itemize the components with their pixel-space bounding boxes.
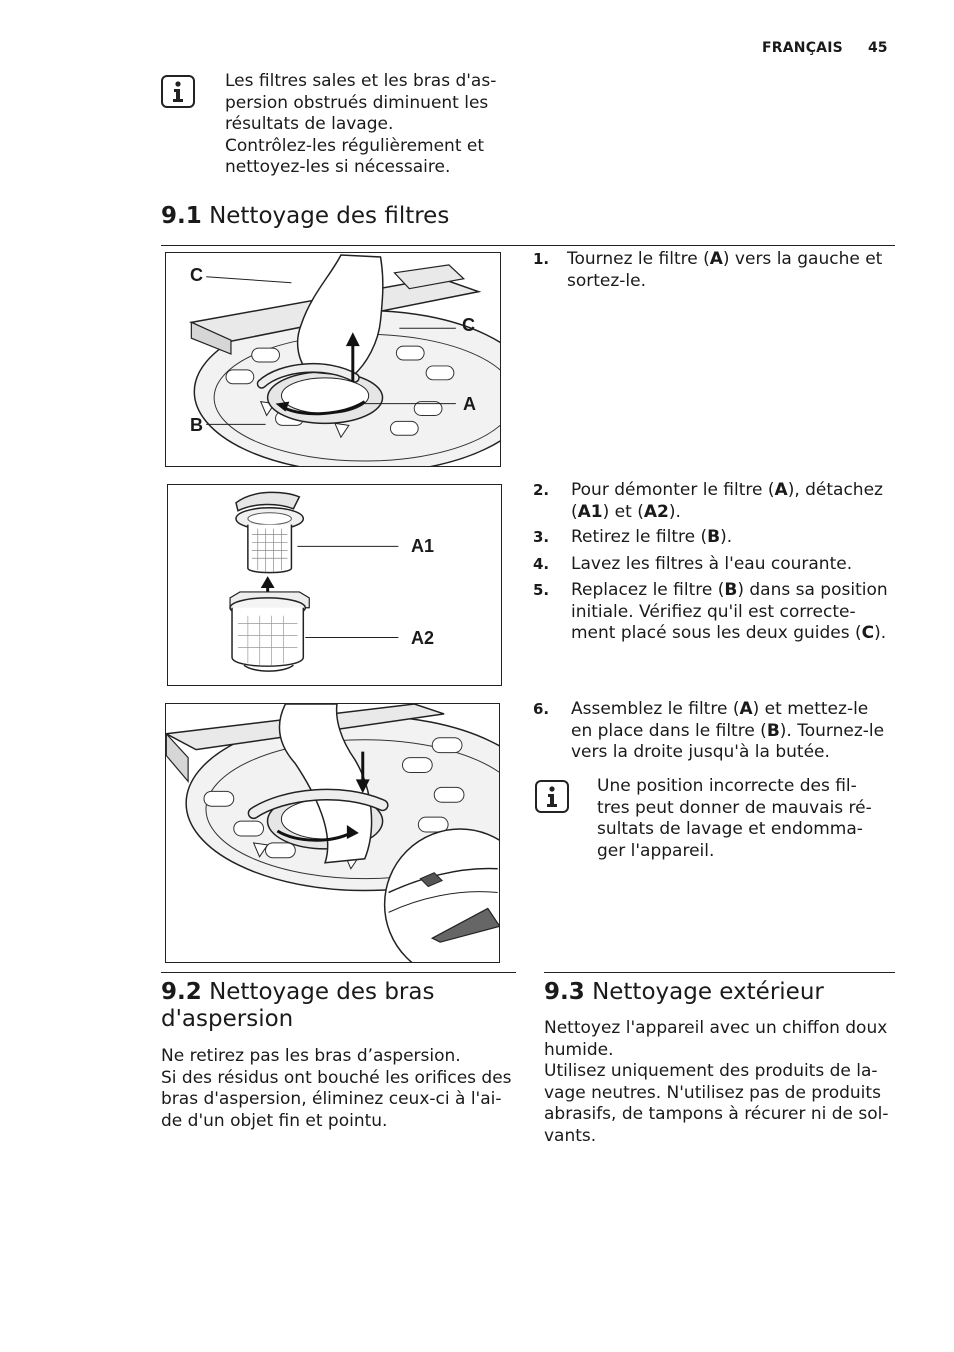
step-number: 2. bbox=[533, 481, 550, 499]
step-text bbox=[533, 527, 893, 549]
step-6 bbox=[533, 699, 893, 764]
note-line: Contrôlez-les régulièrement et bbox=[225, 135, 485, 156]
text-run: ) et mettez-le bbox=[752, 699, 869, 719]
step-text bbox=[533, 554, 893, 576]
section-number: 9.1 bbox=[161, 203, 202, 229]
body-line: de d'un objet fin et pointu. bbox=[161, 1110, 388, 1131]
section-heading-9-2 bbox=[161, 979, 434, 1033]
body-line: bras d'aspersion, éliminez ceux-ci à l'ai- bbox=[161, 1089, 502, 1109]
step-line bbox=[567, 271, 893, 293]
section-divider bbox=[161, 972, 516, 973]
step-2 bbox=[533, 480, 893, 523]
step-number: 3. bbox=[533, 528, 550, 546]
step-number: 1. bbox=[533, 250, 550, 268]
step-4 bbox=[533, 554, 893, 576]
page-number: 45 bbox=[868, 40, 888, 56]
text-run: A bbox=[739, 699, 753, 719]
section-heading-9-1 bbox=[161, 203, 449, 230]
text-run: Pour démonter le filtre ( bbox=[571, 480, 775, 500]
text-run: Replacez le filtre ( bbox=[571, 580, 725, 600]
body-line: Utilisez uniquement des produits de la- bbox=[544, 1061, 878, 1081]
section-number: 9.2 bbox=[161, 979, 202, 1005]
text-run: initiale. Vérifiez qu'il est correcte- bbox=[571, 601, 856, 622]
text-run: B bbox=[724, 580, 738, 600]
text-run: sortez-le. bbox=[567, 270, 647, 291]
figure-filter-disassembly bbox=[167, 484, 502, 686]
body-line: vants. bbox=[544, 1125, 597, 1146]
text-run: A bbox=[774, 480, 788, 500]
warning-note-text bbox=[597, 776, 872, 862]
step-line bbox=[571, 721, 893, 743]
intro-note-text bbox=[225, 71, 496, 179]
text-run: Tournez le filtre ( bbox=[567, 249, 710, 269]
header-language: FRANÇAIS bbox=[762, 40, 843, 56]
body-line: Ne retirez pas les bras d’aspersion. bbox=[161, 1046, 461, 1066]
text-run: B bbox=[766, 720, 780, 741]
note-line: tres peut donner de mauvais ré- bbox=[597, 797, 872, 818]
info-icon bbox=[161, 75, 195, 108]
text-run: ) vers la gauche et bbox=[722, 249, 883, 269]
note-line: persion obstrués diminuent les bbox=[225, 92, 489, 113]
figure-label-a1: A1 bbox=[411, 536, 435, 556]
figure-filter-removal bbox=[165, 252, 501, 467]
text-run: ), détachez bbox=[787, 480, 883, 500]
section-9-3-body bbox=[544, 1018, 889, 1147]
body-line: Nettoyez l'appareil avec un chiffon doux bbox=[544, 1018, 888, 1038]
step-number: 5. bbox=[533, 581, 550, 599]
step-line bbox=[571, 602, 893, 624]
body-line: vage neutres. N'utilisez pas de produits bbox=[544, 1082, 881, 1103]
step-text bbox=[533, 699, 893, 764]
note-line: sultats de lavage et endomma- bbox=[597, 819, 863, 839]
step-line bbox=[567, 249, 893, 271]
section-title: Nettoyage des filtres bbox=[209, 203, 450, 229]
text-run: Retirez le filtre ( bbox=[571, 527, 708, 547]
step-line bbox=[571, 742, 893, 764]
body-line: Si des résidus ont bouché les orifices des bbox=[161, 1067, 512, 1088]
step-3 bbox=[533, 527, 893, 549]
figure-filter-assembly bbox=[165, 703, 500, 963]
step-5 bbox=[533, 580, 893, 645]
section-title: Nettoyage extérieur bbox=[592, 979, 824, 1005]
text-run: en place dans le filtre ( bbox=[571, 720, 767, 741]
text-run: ) et ( bbox=[602, 501, 644, 522]
section-divider bbox=[544, 972, 895, 973]
step-number: 4. bbox=[533, 555, 550, 573]
note-line: résultats de lavage. bbox=[225, 114, 394, 134]
step-line bbox=[571, 502, 893, 524]
text-run: A bbox=[709, 249, 723, 269]
text-run: ). bbox=[874, 623, 887, 643]
text-run: vers la droite jusqu'à la butée. bbox=[571, 742, 830, 762]
step-line bbox=[571, 580, 893, 602]
step-text bbox=[533, 249, 893, 292]
note-line: nettoyez-les si nécessaire. bbox=[225, 157, 451, 177]
body-line: humide. bbox=[544, 1039, 614, 1060]
step-line bbox=[571, 699, 893, 721]
note-line: Une position incorrecte des fil- bbox=[597, 776, 857, 796]
text-run: A1 bbox=[577, 501, 603, 522]
text-run: ). Tournez-le bbox=[779, 720, 885, 741]
step-line bbox=[571, 554, 893, 576]
text-run: C bbox=[861, 623, 875, 643]
figure-label-c: C bbox=[190, 265, 203, 285]
figure-label-a: A bbox=[463, 394, 476, 414]
text-run: ( bbox=[571, 501, 578, 522]
text-run: ment placé sous les deux guides ( bbox=[571, 623, 862, 643]
text-run: A2 bbox=[643, 501, 669, 522]
step-line bbox=[571, 623, 893, 645]
section-number: 9.3 bbox=[544, 979, 585, 1005]
info-icon bbox=[535, 780, 569, 813]
section-divider bbox=[161, 245, 895, 246]
text-run: Lavez les filtres à l'eau courante. bbox=[571, 554, 853, 574]
step-line bbox=[571, 480, 893, 502]
step-number: 6. bbox=[533, 700, 550, 718]
step-line bbox=[571, 527, 893, 549]
figure-label-b: B bbox=[190, 415, 203, 435]
section-heading-9-3 bbox=[544, 979, 824, 1006]
note-line: Les filtres sales et les bras d'as- bbox=[225, 71, 497, 91]
section-9-2-body bbox=[161, 1046, 512, 1132]
body-line: abrasifs, de tampons à récurer ni de sol- bbox=[544, 1104, 889, 1124]
figure-label-a2: A2 bbox=[411, 628, 435, 648]
step-text bbox=[533, 480, 893, 523]
note-line: ger l'appareil. bbox=[597, 840, 715, 861]
text-run: ). bbox=[668, 501, 681, 522]
section-title: d'aspersion bbox=[161, 1006, 294, 1032]
section-title: Nettoyage des bras bbox=[209, 979, 435, 1005]
step-text bbox=[533, 580, 893, 645]
text-run: ). bbox=[720, 527, 733, 547]
text-run: Assemblez le filtre ( bbox=[571, 699, 740, 719]
text-run: ) dans sa position bbox=[737, 580, 888, 600]
step-1 bbox=[533, 249, 893, 292]
text-run: B bbox=[707, 527, 721, 547]
figure-label-c: C bbox=[462, 315, 475, 335]
